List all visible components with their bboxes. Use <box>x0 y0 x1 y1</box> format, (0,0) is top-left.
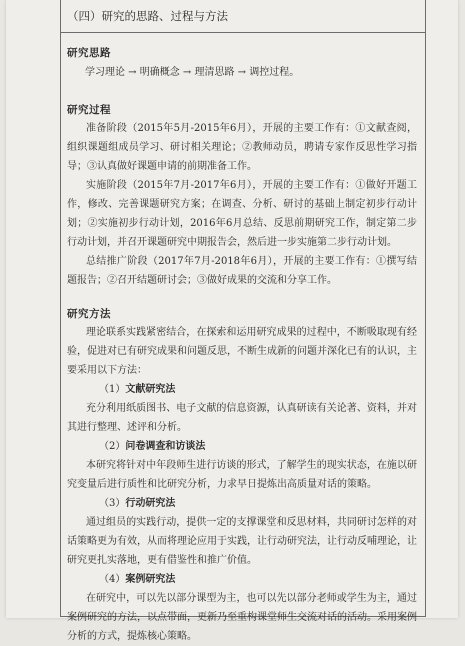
paper-sheet <box>6 0 458 642</box>
section-header: （四）研究的思路、过程与方法 <box>61 0 425 33</box>
thinking-flow: 学习理论 → 明确概念 → 理清思路 → 调控过程。 <box>85 67 300 78</box>
method-4-text: 在研究中，可以先以部分课型为主，也可以先以部分老师或学生为主，通过案例研究的方法，以点带面，更新乃至重构课堂师生交流对话的活动。采用案例分析的方式，提炼核心策略。 <box>67 593 417 642</box>
method-3-heading <box>99 494 425 513</box>
thinking-title: 研究思路 <box>67 47 111 59</box>
form-table <box>60 0 426 642</box>
method-2-text: 本研究将针对中年段师生进行访谈的形式，了解学生的现实状态，在施以研究变量后进行质性和比研究分析，力求早日提炼出高质量对话的策略。 <box>67 460 417 490</box>
method-3-text: 通过组员的实践行动，提供一定的支撑课堂和反思材料，共同研讨怎样的对话策略更为有效，从而将理论应用于实践，让行动研究法，让行动反哺理论，让研究更扎实落地，更有借鉴性和推广价值。 <box>67 517 417 566</box>
methods-title: 研究方法 <box>67 308 111 320</box>
methods-intro: 理论联系实践紧密结合，在探索和运用研究成果的过程中，不断吸取现有经验，促进对已有研究成果和问题反思，不断生成新的问题并深化已有的认识，主要采用以下方法： <box>67 327 417 376</box>
process-title: 研究过程 <box>67 104 111 116</box>
process-impl: 实施阶段（2015年7月-2017年6月），开展的主要工作有：①做好开题工作，修改、完善课题研究方案；在调查、分析、研讨的基础上制定初步行动计划；②实施初步行动计划，2016年6月总结、反思前期研究工作，制定第二步行动计划，并召开课题研究中期报告会，然后进一步实施第二步行动计划。 <box>67 180 417 248</box>
process-summary: 总结推广阶段（2017年7月-2018年6月），开展的主要工作有：①撰写结题报告；②召开结题研讨会；③做好成果的交流和分享工作。 <box>67 256 417 286</box>
method-2-heading <box>99 437 425 456</box>
method-3-num: （3） <box>99 498 126 509</box>
method-3-name: 行动研究法 <box>125 498 176 509</box>
method-2-name: 问卷调查和访谈法 <box>125 441 206 452</box>
method-1-num: （1） <box>99 384 126 395</box>
method-1-text: 充分利用纸质图书、电子文献的信息资源，认真研读有关论著、资料，并对其进行整理、述评和分析。 <box>67 403 417 433</box>
method-4-num: （4） <box>99 574 126 585</box>
method-1-heading <box>99 380 425 399</box>
method-1-name: 文献研究法 <box>125 384 176 395</box>
method-2-num: （2） <box>99 441 126 452</box>
process-prep: 准备阶段（2015年5月-2015年6月），开展的主要工作有：①文献查阅，组织课题组成员学习、研讨相关理论；②教师动员，聘请专家作反思性学习指导；③认真做好课题申请的前期准备工作。 <box>67 123 417 172</box>
method-4-heading <box>99 570 425 589</box>
method-4-name: 案例研究法 <box>125 574 176 585</box>
